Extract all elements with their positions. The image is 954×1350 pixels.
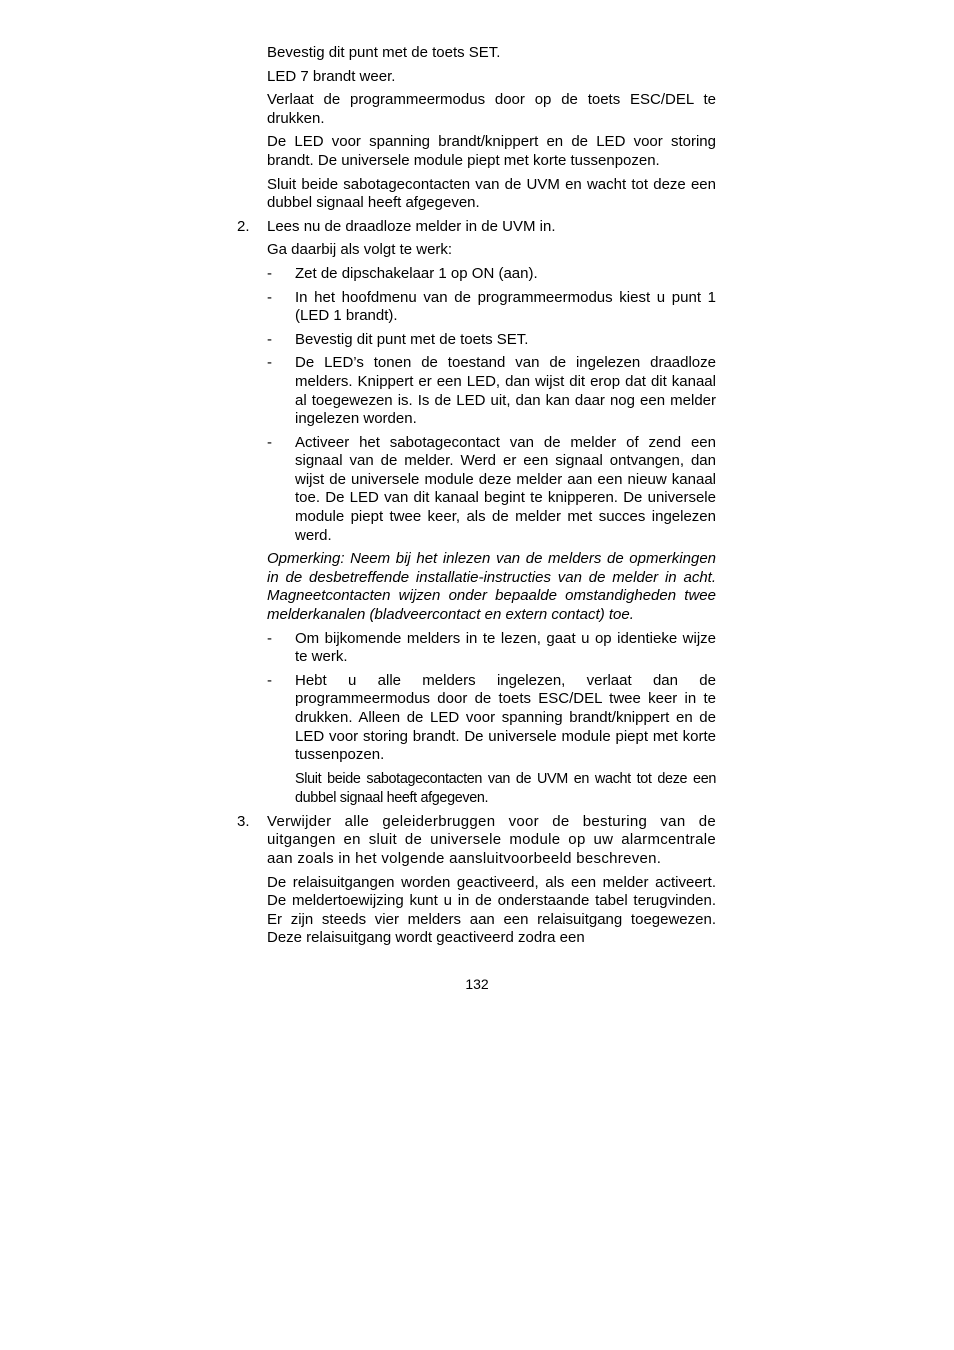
step-2: [237, 217, 716, 237]
list-item-text: Activeer het sabotagecontact van de melder of zend een signaal van de melder. Werd er een signaal ontvangen, dan wijst de universele module deze melder aan een nieuw kanaal toe. De LED van dit kanaal begint te knipperen. De universele module piept twee keer, als de melder met succes ingelezen werd.: [295, 433, 716, 544]
sub-paragraph-close-tamper: Sluit beide sabotagecontacten van de UVM en wacht tot deze een dubbel signaal heeft afgegeven.: [295, 770, 716, 806]
list-item: [267, 265, 716, 284]
list-item: [267, 672, 716, 765]
paragraph-led7: LED 7 brandt weer.: [267, 67, 396, 85]
paragraph-relay-outputs: De relaisuitgangen worden geactiveerd, als een melder activeert. De meldertoewijzing kunt u in de onderstaande tabel terugvinden. Er zijn steeds vier melders aan een relaisuitgang toegewezen. Deze relaisuitgang wordt geactiveerd zodra een: [267, 873, 716, 947]
list-item-text: Bevestig dit punt met de toets SET.: [295, 330, 529, 348]
step-title: Lees nu de draadloze melder in de UVM in.: [267, 217, 556, 235]
paragraph-confirm-set: Bevestig dit punt met de toets SET.: [267, 44, 501, 61]
paragraph-led-status: De LED voor spanning brandt/knippert en de LED voor storing brandt. De universele module piept met korte tussenpozen.: [267, 133, 716, 169]
list-item: [267, 434, 716, 546]
list-item-text: Om bijkomende melders in te lezen, gaat u op identieke wijze te werk.: [295, 629, 716, 666]
step-number: 2.: [237, 217, 250, 235]
note-paragraph: Opmerking: Neem bij het inlezen van de melders de opmerkingen in de desbetreffende installatie-instructies van de melder in acht. Magneetcontacten wijzen onder bepaalde omstandigheden twee melderkanalen (bladveercontact en extern contact) toe.: [267, 550, 716, 624]
step-text: Verwijder alle geleiderbruggen voor de besturing van de uitgangen en sluit de universele module op uw alarmcentrale aan zoals in het volgende aansluitvoorbeeld beschreven.: [267, 812, 716, 867]
list-item-text: In het hoofdmenu van de programmeermodus kiest u punt 1 (LED 1 brandt).: [295, 288, 716, 325]
step-intro: Ga daarbij als volgt te werk:: [267, 241, 453, 259]
page-number: 132: [465, 976, 489, 992]
list-item-text: Zet de dipschakelaar 1 op ON (aan).: [295, 264, 538, 282]
text-column: [237, 44, 716, 953]
dash-marker: -: [267, 671, 272, 689]
paragraph-exit-program-mode: Verlaat de programmeermodus door op de toets ESC/DEL te drukken.: [267, 91, 716, 127]
step-number: 3.: [237, 812, 250, 830]
list-item: [267, 354, 716, 428]
list-item: [267, 331, 716, 350]
dash-marker: -: [267, 433, 272, 451]
dash-marker: -: [267, 288, 272, 306]
list-item-text: Hebt u alle melders ingelezen, verlaat dan de programmeermodus door de toets ESC/DEL twee keer in te drukken. Alleen de LED voor spanning brandt/knippert en de LED voor storing brandt. De universele module piept met korte tussenpozen.: [295, 671, 716, 764]
dash-marker: -: [267, 330, 272, 348]
dash-marker: -: [267, 264, 272, 282]
paragraph-close-tamper: Sluit beide sabotagecontacten van de UVM en wacht tot deze een dubbel signaal heeft afgegeven.: [267, 175, 716, 212]
list-item: [267, 289, 716, 326]
dash-marker: -: [267, 354, 272, 372]
step-3: [237, 812, 716, 869]
list-item-text: De LED’s tonen de toestand van de ingelezen draadloze melders. Knippert er een LED, dan wijst dit erop dat dit kanaal al toegewezen is. Is de LED uit, dan kan daar nog een melder ingelezen worden.: [295, 354, 716, 428]
dash-marker: -: [267, 629, 272, 647]
list-item: [267, 630, 716, 667]
